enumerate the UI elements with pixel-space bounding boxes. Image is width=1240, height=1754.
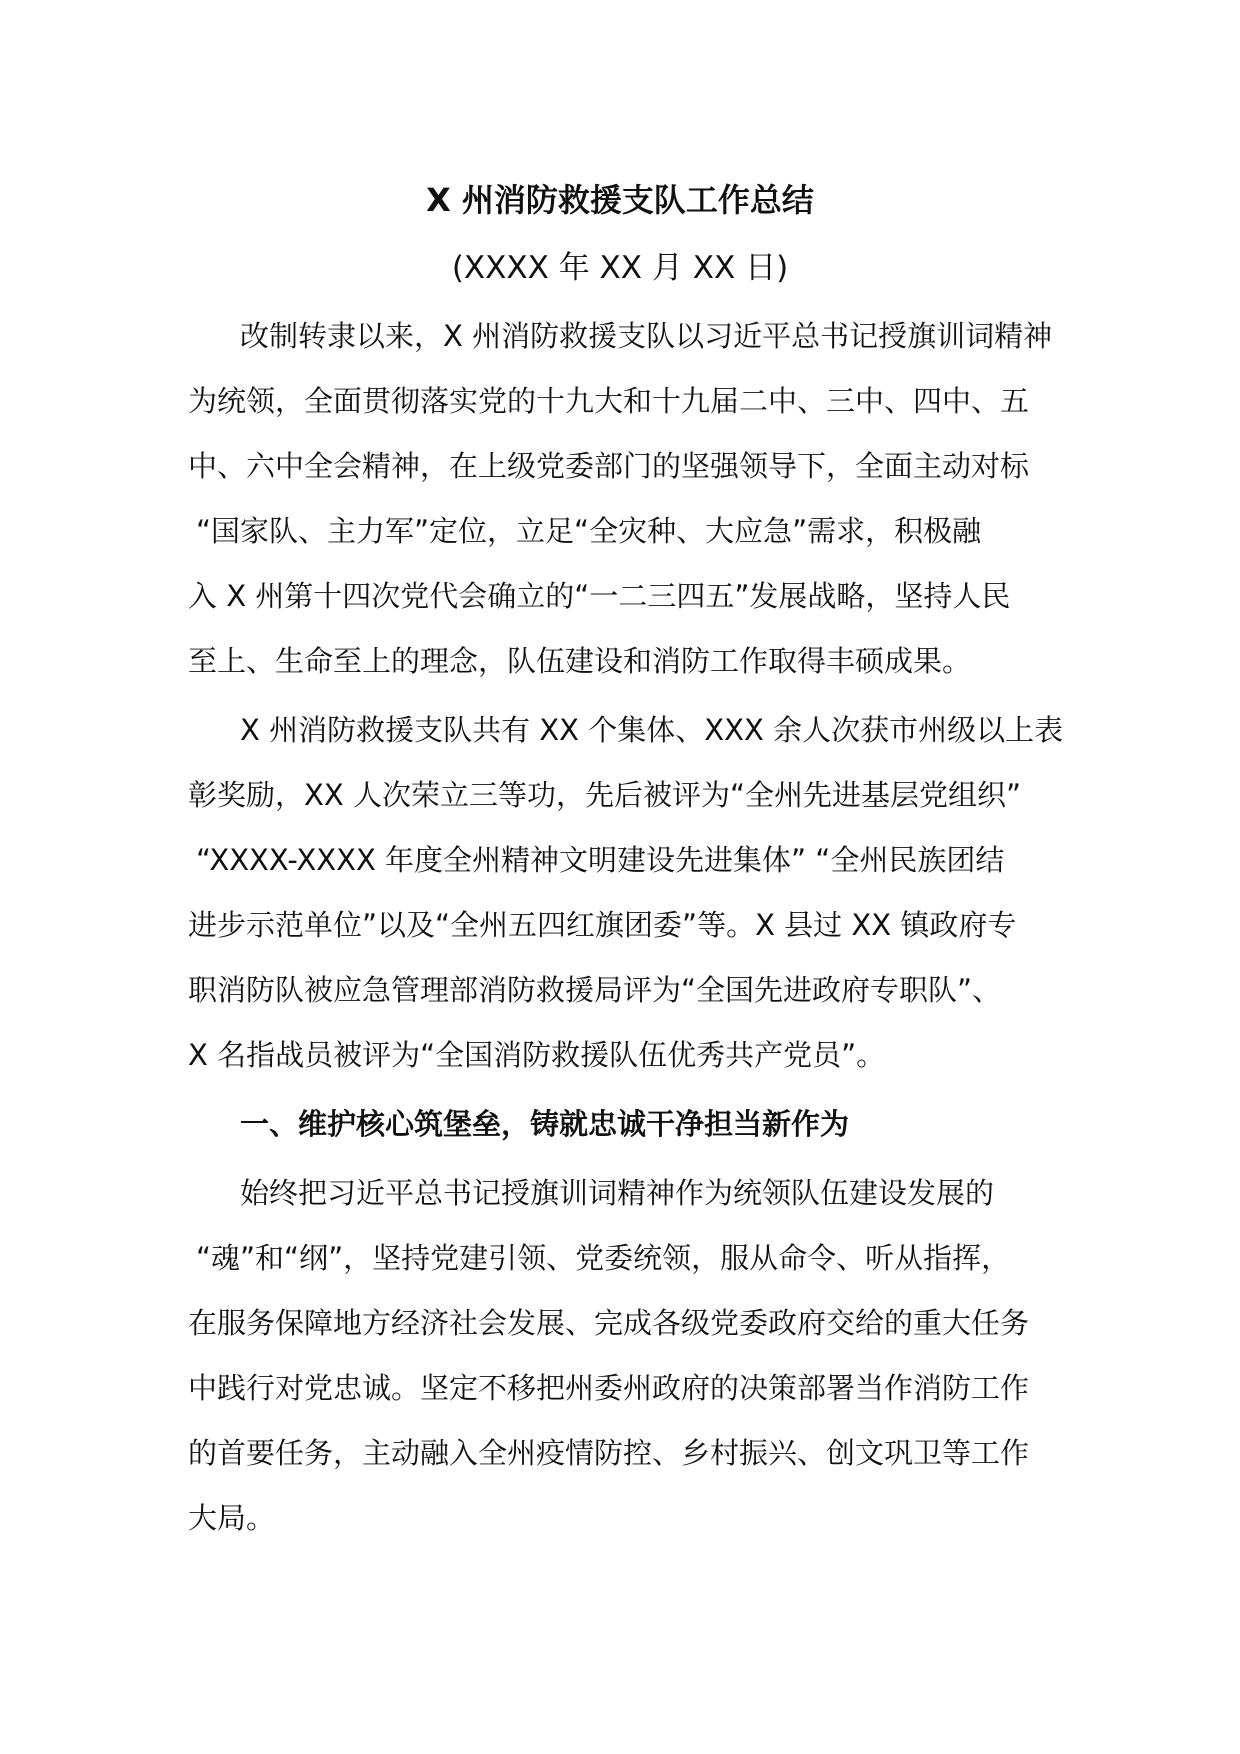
paragraph-line: 彰奖励，XX 人次荣立三等功，先后被评为“全州先进基层党组织” [188, 778, 1022, 812]
paragraph-line: 为统领，全面贯彻落实党的十九大和十九届二中、三中、四中、五 [188, 384, 1030, 418]
paragraph-line: 中践行对党忠诚。坚定不移把州委州政府的决策部署当作消防工作 [188, 1371, 1030, 1405]
paragraph-line: “国家队、主力军”定位，立足“全灾种、大应急”需求，积极融 [196, 514, 982, 548]
paragraph-line: “魂”和“纲”，坚持党建引领、党委统领，服从命令、听从指挥， [196, 1241, 1011, 1275]
paragraph-line: 在服务保障地方经济社会发展、完成各级党委政府交给的重大任务 [188, 1306, 1030, 1340]
paragraph-line: 的首要任务，主动融入全州疫情防控、乡村振兴、创文巩卫等工作 [188, 1436, 1030, 1470]
paragraph-line: 改制转隶以来，X 州消防救援支队以习近平总书记授旗训词精神 [240, 319, 1053, 353]
paragraph-line: X 州消防救援支队共有 XX 个集体、XXX 余人次获市州级以上表 [240, 713, 1064, 747]
paragraph-line: 至上、生命至上的理念，队伍建设和消防工作取得丰硕成果。 [188, 644, 972, 678]
paragraph-line: 入 X 州第十四次党代会确立的“一二三四五”发展战略，坚持人民 [188, 579, 1011, 613]
paragraph-line: 大局。 [188, 1501, 276, 1535]
paragraph-line: “XXXX-XXXX 年度全州精神文明建设先进集体” “全州民族团结 [196, 843, 1005, 877]
document-date: (XXXX 年 XX 月 XX 日) [451, 250, 789, 286]
document-title: X 州消防救援支队工作总结 [426, 181, 814, 219]
paragraph-line: 职消防队被应急管理部消防救援局评为“全国先进政府专职队”、 [188, 973, 1002, 1007]
paragraph-line: 始终把习近平总书记授旗训词精神作为统领队伍建设发展的 [240, 1176, 995, 1210]
paragraph-line: 中、六中全会精神，在上级党委部门的坚强领导下，全面主动对标 [188, 449, 1030, 483]
paragraph-line: 进步示范单位”以及“全州五四红旗团委”等。X 县过 XX 镇政府专 [188, 908, 1017, 942]
section-heading: 一、维护核心筑堡垒，铸就忠诚干净担当新作为 [240, 1107, 850, 1141]
paragraph-line: X 名指战员被评为“全国消防救援队伍优秀共产党员”。 [188, 1038, 886, 1072]
